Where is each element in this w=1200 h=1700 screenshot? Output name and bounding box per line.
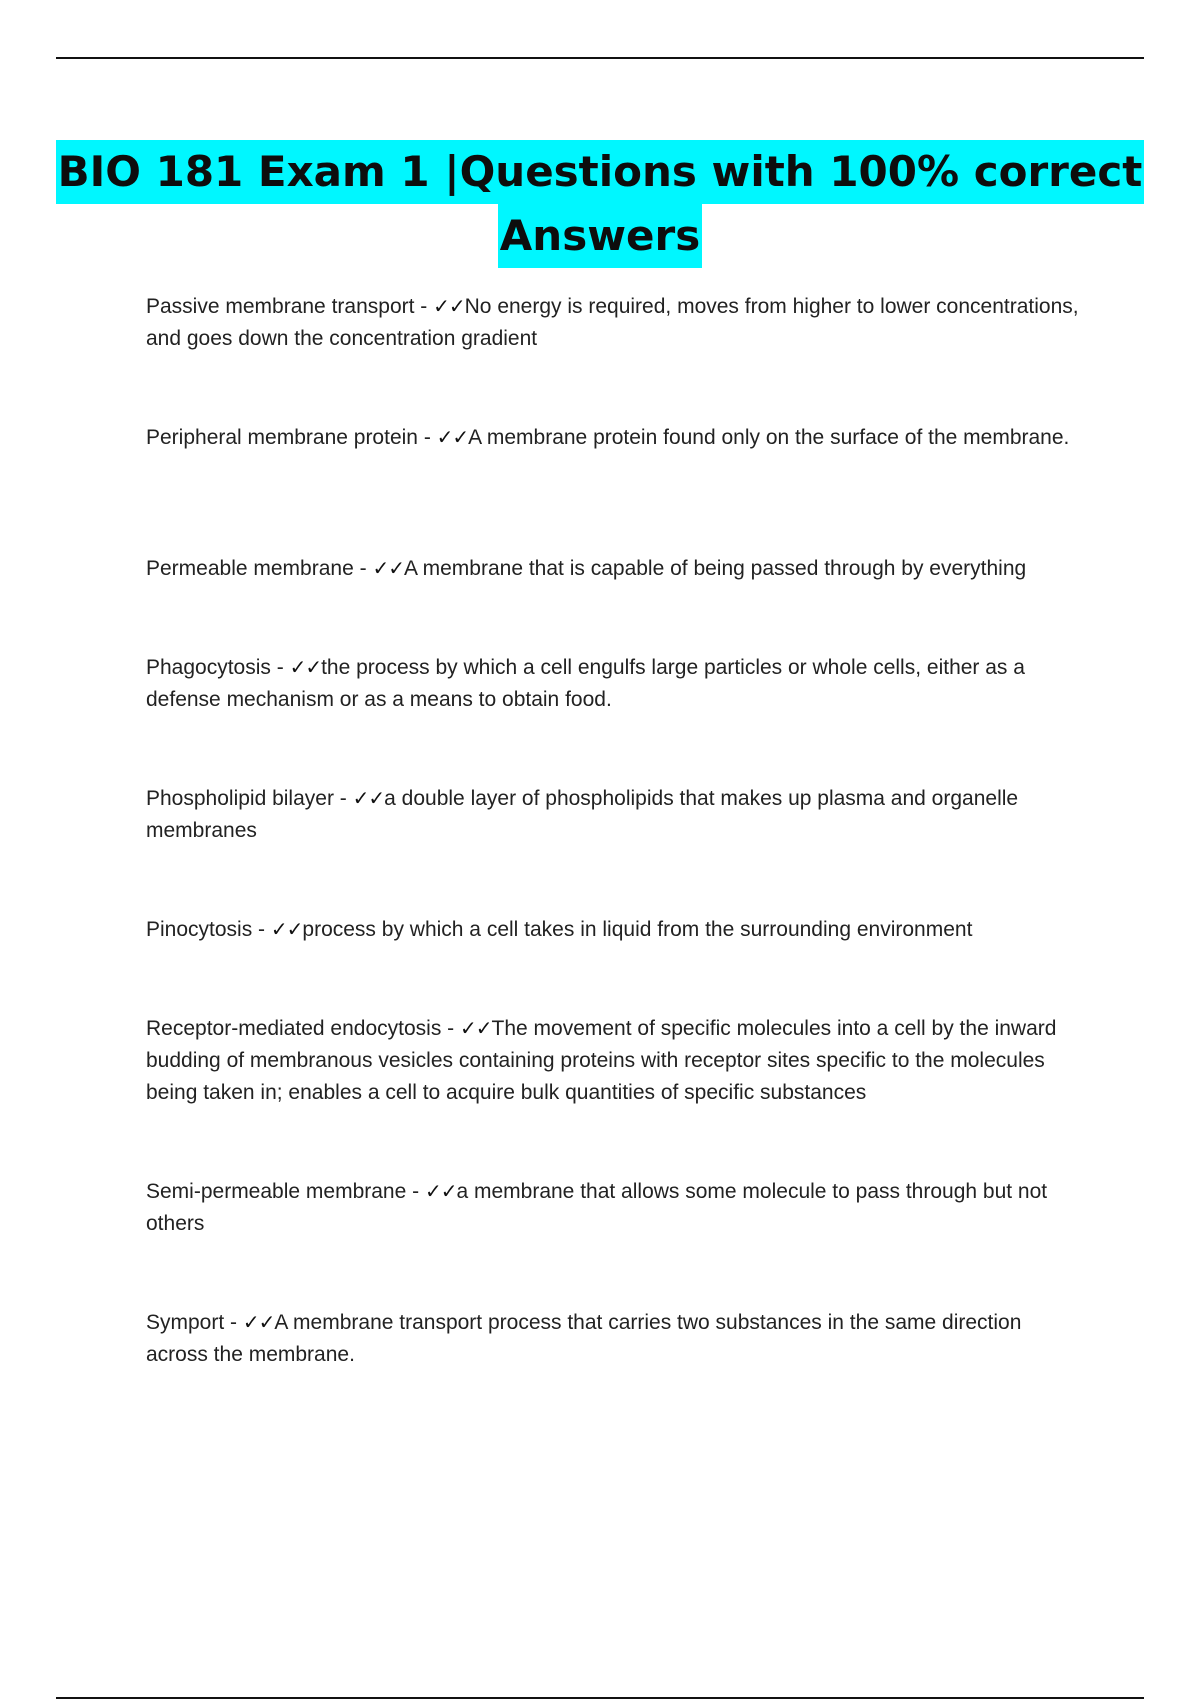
entry-term: Peripheral membrane protein (146, 426, 418, 449)
entry-separator: - (417, 426, 437, 449)
entry-term: Permeable membrane (146, 557, 354, 580)
double-check-icon: ✓✓ (436, 425, 469, 449)
entry-separator: - (270, 656, 290, 679)
entry-definition: A membrane protein found only on the surface of the membrane. (468, 426, 1070, 449)
entry-definition: a double layer of phospholipids that makes up plasma and organelle membranes (146, 787, 1019, 842)
entry-permeable-membrane (146, 552, 1026, 585)
top-rule (56, 57, 1144, 59)
double-check-icon: ✓✓ (352, 786, 385, 810)
entry-passive-membrane-transport (146, 290, 1086, 355)
entry-term: Phagocytosis (146, 656, 271, 679)
entry-peripheral-membrane-protein (146, 421, 1069, 454)
title-line-2: Answers (498, 204, 702, 268)
entry-definition: a membrane that allows some molecule to pass through but not others (146, 1180, 1048, 1235)
entry-term: Passive membrane transport (146, 295, 415, 318)
entry-separator: - (441, 1017, 460, 1040)
entry-phospholipid-bilayer (146, 782, 1086, 847)
entry-definition: A membrane transport process that carries two substances in the same direction across the membrane. (146, 1311, 1022, 1366)
title-line-1: BIO 181 Exam 1 |Questions with 100% correct (56, 140, 1145, 204)
double-check-icon: ✓✓ (433, 294, 465, 318)
double-check-icon: ✓✓ (460, 1016, 492, 1040)
entry-separator: - (353, 557, 373, 580)
entry-definition: process by which a cell takes in liquid from the surrounding environment (302, 918, 973, 941)
entry-term: Pinocytosis (146, 918, 253, 941)
entry-separator: - (333, 787, 353, 810)
entry-term: Symport (146, 1311, 225, 1334)
entry-term: Phospholipid bilayer (146, 787, 334, 810)
entry-definition: the process by which a cell engulfs large particles or whole cells, either as a defense mechanism or as a means to obtain food. (146, 656, 1025, 711)
double-check-icon: ✓✓ (270, 917, 303, 941)
double-check-icon: ✓✓ (242, 1310, 275, 1334)
entry-pinocytosis (146, 913, 972, 946)
entry-definition: The movement of specific molecules into a cell by the inward budding of membranous vesicles containing proteins with receptor sites specific to the molecules being taken in; enables a cell to acquire bulk quantities of specific substances (146, 1017, 1057, 1104)
entry-definition: A membrane that is capable of being passed through by everything (403, 557, 1027, 580)
entry-receptor-mediated-endocytosis (146, 1012, 1086, 1109)
entry-separator: - (224, 1311, 243, 1334)
entry-term: Receptor-mediated endocytosis (146, 1017, 442, 1040)
entry-phagocytosis (146, 651, 1086, 716)
double-check-icon: ✓✓ (372, 556, 404, 580)
entry-separator: - (414, 295, 434, 318)
bottom-rule (56, 1697, 1144, 1699)
page-title (0, 140, 1200, 268)
entry-symport (146, 1306, 1086, 1371)
entry-term: Semi-permeable membrane (146, 1180, 407, 1203)
double-check-icon: ✓✓ (424, 1179, 457, 1203)
entry-separator: - (252, 918, 271, 941)
double-check-icon: ✓✓ (289, 655, 322, 679)
entry-definition: No energy is required, moves from higher to lower concentrations, and goes down the concentration gradient (146, 295, 1079, 350)
entry-separator: - (406, 1180, 425, 1203)
entry-semi-permeable-membrane (146, 1175, 1086, 1240)
